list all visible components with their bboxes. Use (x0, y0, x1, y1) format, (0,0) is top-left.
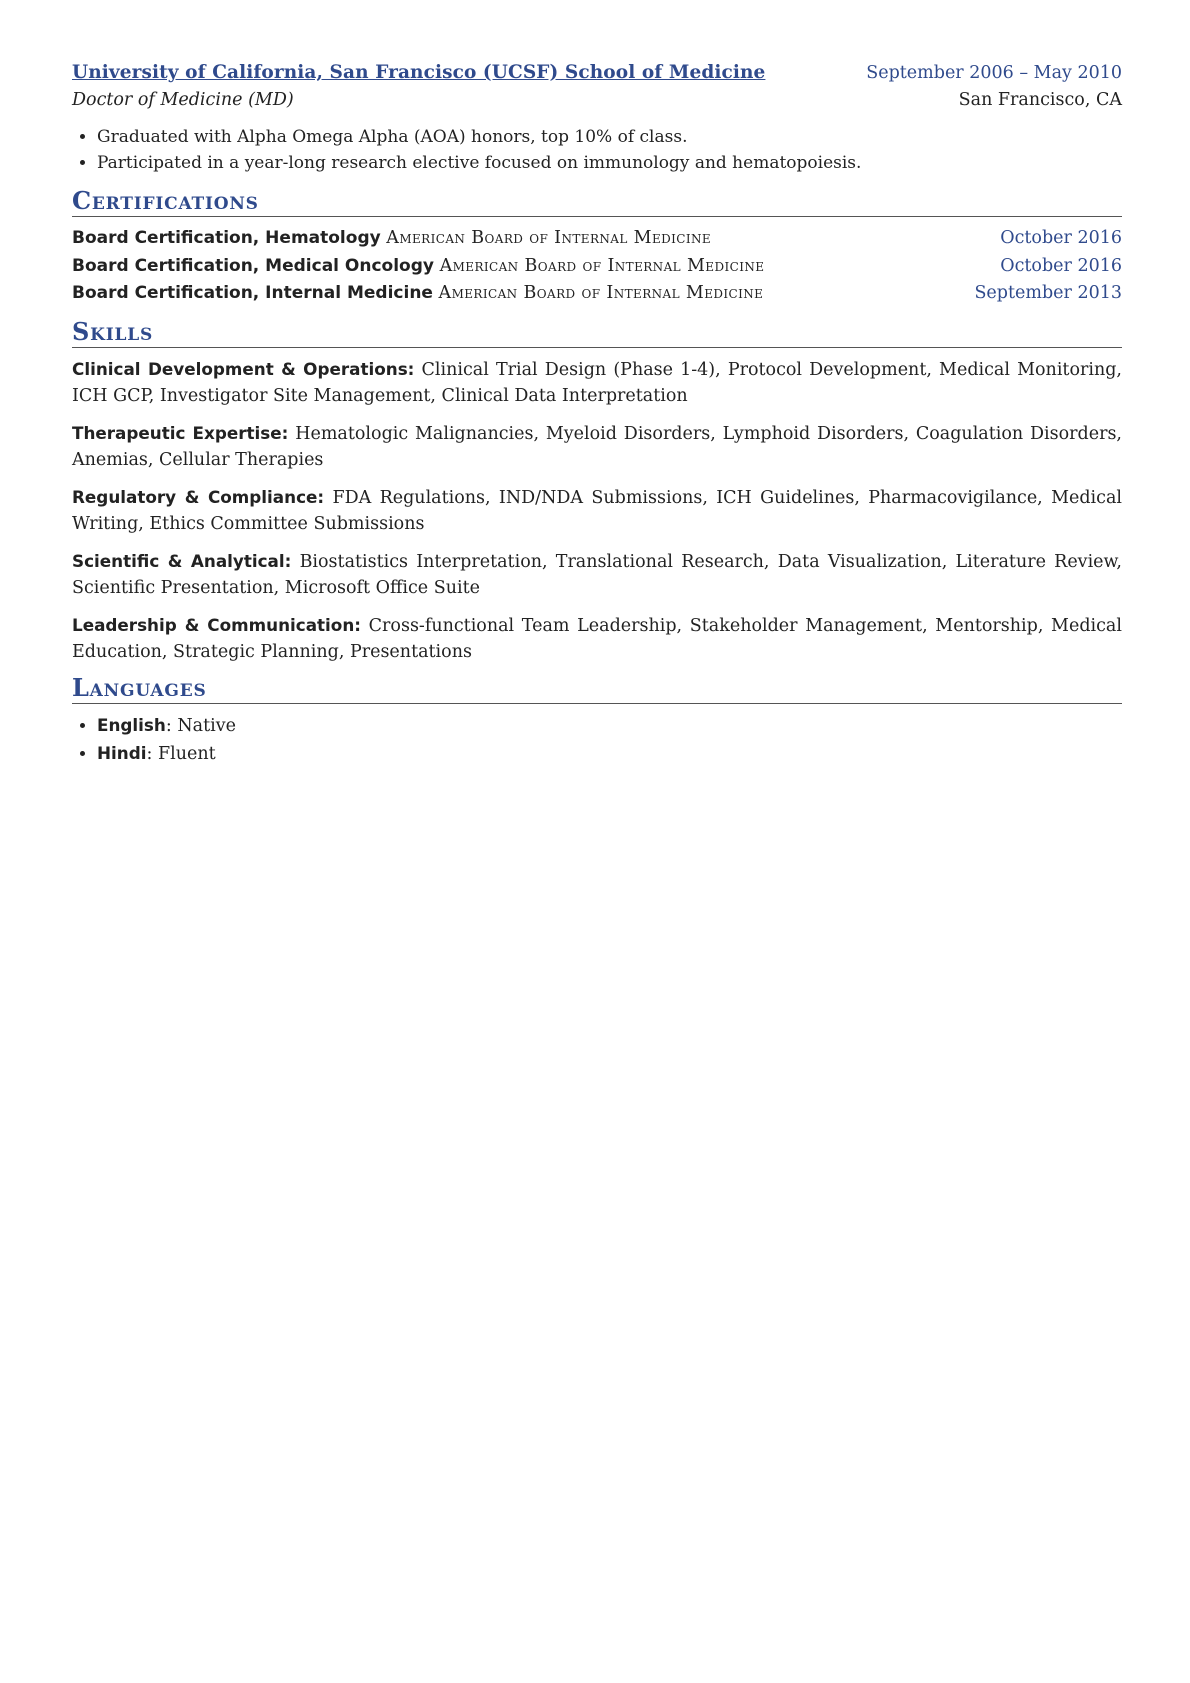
skill-text: Biostatistics Interpretation, Translational Research, Data Visualization, Literature Review, Scientific Presentation, Microsoft Office Suite (72, 551, 1122, 598)
school-name-link[interactable]: University of California, San Francisco (UCSF) School of Medicine (72, 62, 766, 83)
education-bullets (72, 124, 1122, 176)
education-entry (72, 62, 1122, 176)
certification-date: October 2016 (1000, 255, 1122, 276)
certifications-list (72, 225, 1122, 308)
skills-list (72, 356, 1122, 665)
skill-label: Leadership & Communication: (72, 614, 361, 635)
certifications-heading: Certifications (72, 188, 1122, 217)
language-item: • English: Native (97, 712, 1122, 740)
language-level: Native (177, 715, 236, 736)
certification-title: Board Certification, Medical Oncology (72, 255, 434, 276)
resume-page (72, 62, 1122, 768)
skill-item (72, 548, 1122, 601)
skill-text: Clinical Trial Design (Phase 1-4), Protocol Development, Medical Monitoring, ICH GCP, Investigator Site Management, Clinical Data Interpretation (72, 359, 1122, 406)
education-header-row (72, 62, 1122, 83)
certification-info (72, 253, 764, 281)
certification-issuer: American Board of Internal Medicine (439, 255, 765, 276)
languages-heading: Languages (72, 675, 1122, 704)
education-bullet: • Graduated with Alpha Omega Alpha (AOA) honors, top 10% of class. (97, 124, 1122, 150)
education-degree-row (72, 90, 1122, 110)
skill-item (72, 356, 1122, 409)
skill-label: Scientific & Analytical: (72, 550, 292, 571)
education-bullet: • Participated in a year-long research elective focused on immunology and hematopoiesis. (97, 150, 1122, 176)
skill-text: FDA Regulations, IND/NDA Submissions, ICH Guidelines, Pharmacovigilance, Medical Writing, Ethics Committee Submissions (72, 487, 1122, 534)
certification-row (72, 225, 1122, 253)
certification-row (72, 280, 1122, 308)
language-level: Fluent (157, 743, 216, 764)
skill-label: Clinical Development & Operations: (72, 358, 415, 379)
skill-text: Hematologic Malignancies, Myeloid Disorders, Lymphoid Disorders, Coagulation Disorders, Anemias, Cellular Therapies (72, 423, 1122, 470)
skill-label: Therapeutic Expertise: (72, 422, 289, 443)
certification-title: Board Certification, Hematology (72, 228, 381, 248)
skills-heading: Skills (72, 319, 1122, 348)
language-name: Hindi (97, 742, 147, 763)
certification-issuer: American Board of Internal Medicine (438, 283, 764, 303)
certification-info (72, 280, 763, 308)
certification-date: October 2016 (1000, 228, 1122, 248)
education-location: San Francisco, CA (958, 90, 1122, 110)
education-dates: September 2006 – May 2010 (866, 63, 1122, 83)
certification-info (72, 225, 711, 253)
skill-item (72, 420, 1122, 473)
skill-text: Cross-functional Team Leadership, Stakeholder Management, Mentorship, Medical Education, Strategic Planning, Presentations (72, 615, 1122, 662)
languages-list (72, 712, 1122, 768)
language-name: English (97, 714, 166, 735)
certification-row (72, 253, 1122, 281)
skill-item (72, 484, 1122, 537)
degree: Doctor of Medicine (MD) (72, 90, 294, 110)
certification-date: September 2013 (974, 283, 1122, 303)
certification-issuer: American Board of Internal Medicine (386, 228, 712, 248)
language-item: • Hindi: Fluent (97, 740, 1122, 768)
certification-title: Board Certification, Internal Medicine (72, 283, 433, 303)
skill-item (72, 612, 1122, 665)
skill-label: Regulatory & Compliance: (72, 486, 325, 507)
